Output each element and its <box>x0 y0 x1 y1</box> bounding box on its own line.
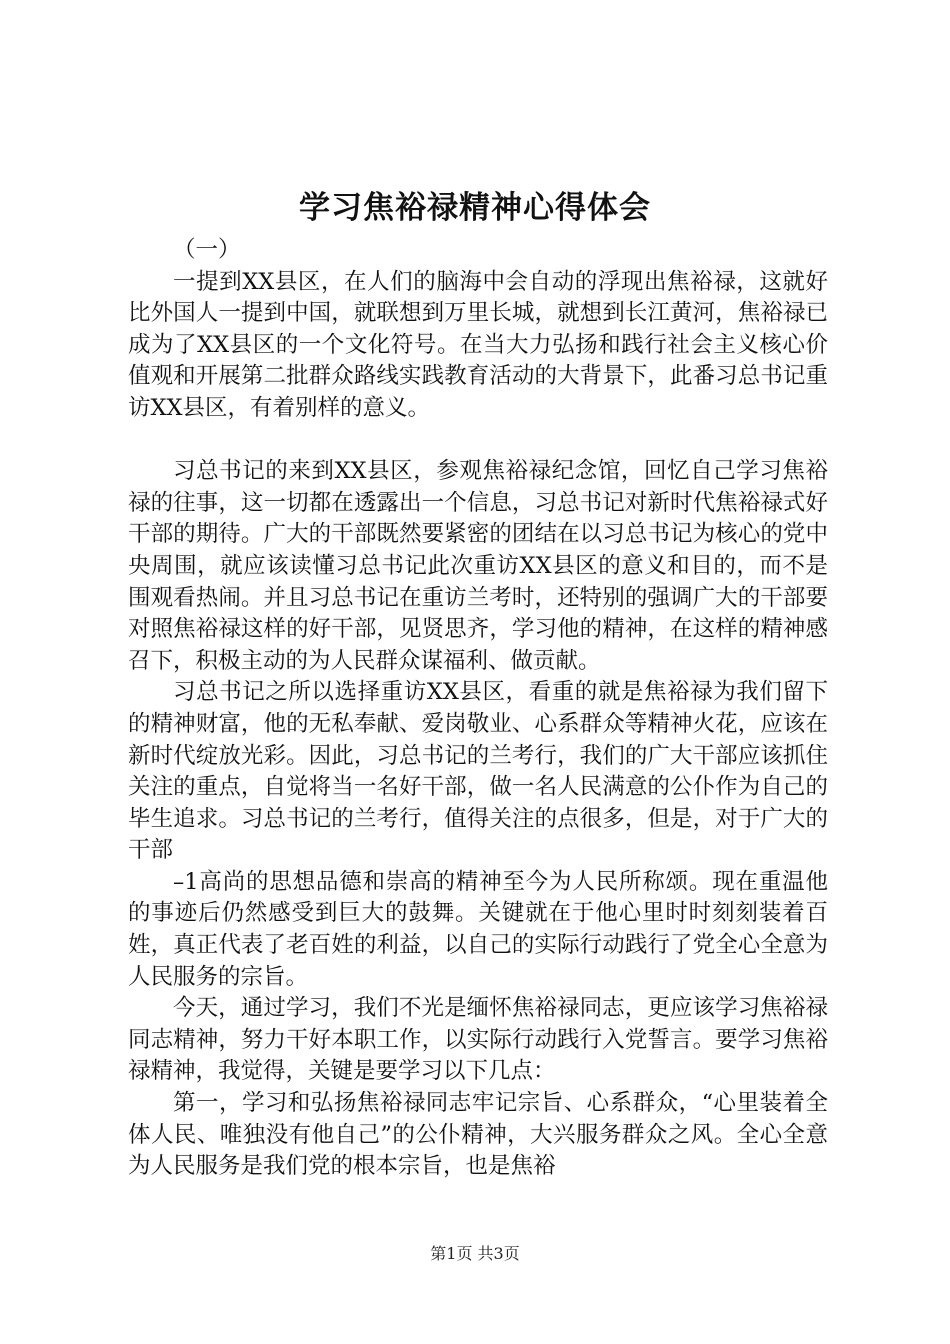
paragraph: –1高尚的思想品德和崇高的精神至今为人民所称颂。现在重温他的事迹后仍然感受到巨大的鼓舞。关键就在于他心里时时刻刻装着百姓，真正代表了老百姓的利益，以自己的实际行动践行了党全心全意为人民服务的宗旨。 <box>128 868 828 990</box>
paragraph: 习总书记之所以选择重访XX县区，看重的就是焦裕禄为我们留下的精神财富，他的无私奉献、爱岗敬业、心系群众等精神火花，应该在新时代绽放光彩。因此，习总书记的兰考行，我们的广大干部应该抓住关注的重点，自觉将当一名好干部，做一名人民满意的公仆作为自己的毕生追求。习总书记的兰考行，值得关注的点很多，但是，对于广大的干部 <box>128 679 828 864</box>
paragraph: 一提到XX县区，在人们的脑海中会自动的浮现出焦裕禄，这就好比外国人一提到中国，就联想到万里长城，就想到长江黄河，焦裕禄已成为了XX县区的一个文化符号。在当大力弘扬和践行社会主义核心价值观和开展第二批群众路线实践教育活动的大背景下，此番习总书记重访XX县区，有着别样的意义。 <box>128 268 828 421</box>
paragraph: 今天，通过学习，我们不光是缅怀焦裕禄同志，更应该学习焦裕禄同志精神，努力干好本职工作，以实际行动践行入党誓言。要学习焦裕禄精神，我觉得，关键是要学习以下几点： <box>128 995 828 1085</box>
page-footer: 第1页 共3页 <box>430 1244 520 1263</box>
paragraph: 习总书记的来到XX县区，参观焦裕禄纪念馆，回忆自己学习焦裕禄的往事，这一切都在透露出一个信息，习总书记对新时代焦裕禄式好干部的期待。广大的干部既然要紧密的团结在以习总书记为核心的党中央周围，就应该读懂习总书记此次重访XX县区的意义和目的，而不是围观看热闹。并且习总书记在重访兰考时，还特别的强调广大的干部要对照焦裕禄这样的好干部，见贤思齐，学习他的精神，在这样的精神感召下，积极主动的为人民群众谋福利、做贡献。 <box>128 458 828 674</box>
document-body <box>128 235 828 1183</box>
document-title: 学习焦裕禄精神心得体会 <box>299 190 651 226</box>
section-heading: （一） <box>173 237 241 263</box>
paragraph: 第一，学习和弘扬焦裕禄同志牢记宗旨、心系群众，“心里装着全体人民、唯独没有他自己”的公仆精神，大兴服务群众之风。全心全意为人民服务是我们党的根本宗旨，也是焦裕 <box>128 1090 828 1180</box>
